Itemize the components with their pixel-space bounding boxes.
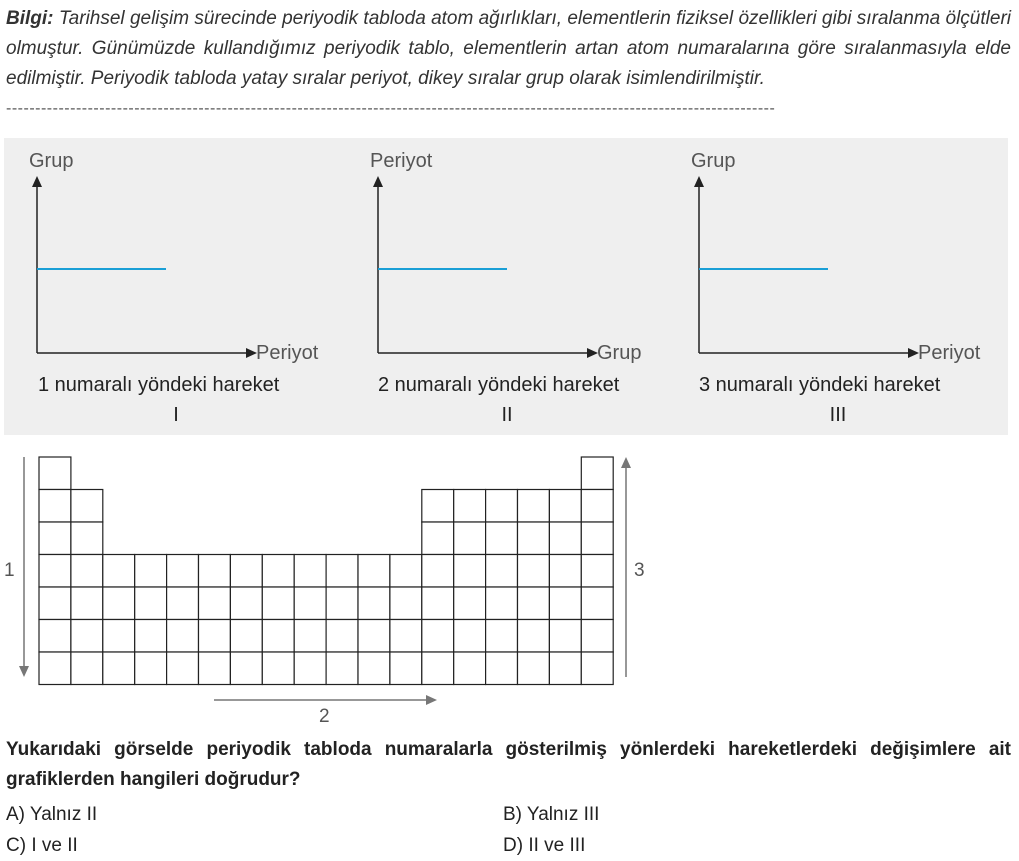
table-cell [294,555,326,588]
table-cell [486,620,518,653]
table-cell [581,587,613,620]
table-cell [454,490,486,523]
info-label: Bilgi: [6,8,54,29]
table-cell [422,652,454,685]
table-cell [167,620,199,653]
table-cell [390,652,422,685]
option-a[interactable]: A) Yalnız II [6,804,98,825]
arrow-2-label: 2 [319,706,330,727]
separator-line: ------------------------------------------------------------------------------------------------------------------------------------ [6,100,776,117]
table-cell [581,457,613,490]
graph-1-y-arrow [32,176,42,187]
option-b[interactable]: B) Yalnız III [503,804,600,825]
graph-2-caption: 2 numaralı yöndeki hareket [378,374,620,396]
table-cell [39,652,71,685]
table-cell [199,587,231,620]
graph-1 [4,138,324,435]
graph-2-x-label: Grup [597,342,642,364]
table-cell [199,620,231,653]
graph-1-x-label: Periyot [256,342,319,364]
table-cell [262,652,294,685]
table-cell [390,587,422,620]
arrow-3-label: 3 [634,560,645,581]
table-cell [326,587,358,620]
table-cell [549,587,581,620]
table-cell [518,652,550,685]
table-cell [230,620,262,653]
table-cell [103,587,135,620]
table-cell [549,555,581,588]
table-cell [71,620,103,653]
table-cell [549,522,581,555]
table-cell [581,652,613,685]
table-cell [230,652,262,685]
table-cell [71,490,103,523]
table-cell [581,620,613,653]
arrow-1-head [19,666,29,677]
table-cell [199,555,231,588]
table-cell [39,522,71,555]
table-cell [486,555,518,588]
graph-1-y-label: Grup [29,150,74,172]
graph-3-y-arrow [694,176,704,187]
table-cell [39,490,71,523]
graphs-panel [4,138,1008,435]
table-cell [199,652,231,685]
table-cell [454,620,486,653]
table-cell [454,555,486,588]
arrow-1-label: 1 [4,560,15,581]
table-cell [135,555,167,588]
graph-3-roman: III [829,404,847,426]
table-cell [103,652,135,685]
graph-1-roman: I [173,404,179,426]
table-cell [454,652,486,685]
table-cell [71,587,103,620]
table-cell [262,620,294,653]
table-cell [581,490,613,523]
table-cell [358,652,390,685]
table-cell [230,587,262,620]
table-cell [167,652,199,685]
table-cell [486,652,518,685]
table-cell [39,457,71,490]
table-cell [422,522,454,555]
table-cell [230,555,262,588]
table-cell [326,555,358,588]
periodic-table-diagram [0,445,700,730]
arrow-3-head [621,457,631,468]
table-cell [518,555,550,588]
periodic-table-grid [39,457,613,685]
info-text: Tarihsel gelişim sürecinde periyodik tabloda atom ağırlıkları, elementlerin fiziksel özellikleri gibi sıralanma ölçütleri olmuştur. Günümüzde kullandığımız periyodik tablo, elementlerin artan atom numaralarına göre sıralanmasıyla elde edilmiştir. Periyodik tabloda yatay sıralar periyot, dikey sıralar grup olarak isimlendirilmiştir. [6,8,1011,89]
table-cell [71,522,103,555]
graph-1-caption: 1 numaralı yöndeki hareket [38,374,280,396]
table-cell [581,555,613,588]
graph-3-caption: 3 numaralı yöndeki hareket [699,374,941,396]
table-cell [294,652,326,685]
table-cell [39,620,71,653]
question-text: Yukarıdaki görselde periyodik tabloda numaralarla gösterilmiş yönlerdeki hareketlerdeki değişimlere ait grafiklerden hangileri doğrudur? [6,739,1011,790]
table-cell [581,522,613,555]
table-cell [549,490,581,523]
table-cell [422,620,454,653]
table-cell [486,587,518,620]
table-cell [454,587,486,620]
option-d[interactable]: D) II ve III [503,835,586,856]
table-cell [135,652,167,685]
table-cell [422,490,454,523]
table-cell [262,555,294,588]
table-cell [549,652,581,685]
graph-2 [345,138,665,435]
table-cell [486,490,518,523]
table-cell [518,490,550,523]
graph-3-x-label: Periyot [918,342,981,364]
graph-2-roman: II [501,404,513,426]
table-cell [486,522,518,555]
table-cell [422,587,454,620]
table-cell [103,620,135,653]
option-c[interactable]: C) I ve II [6,835,78,856]
table-cell [71,652,103,685]
graph-2-y-label: Periyot [370,150,433,172]
arrow-2-head [426,695,437,705]
table-cell [262,587,294,620]
table-cell [39,587,71,620]
table-cell [518,522,550,555]
table-cell [135,620,167,653]
graph-3 [666,138,986,435]
table-cell [326,620,358,653]
table-cell [358,555,390,588]
table-cell [390,620,422,653]
table-cell [358,620,390,653]
graph-2-y-arrow [373,176,383,187]
info-paragraph [6,4,1011,94]
graph-3-y-label: Grup [691,150,736,172]
table-cell [39,555,71,588]
table-cell [294,620,326,653]
table-cell [167,555,199,588]
table-cell [422,555,454,588]
table-cell [294,587,326,620]
table-cell [549,620,581,653]
table-cell [326,652,358,685]
table-cell [135,587,167,620]
table-cell [103,555,135,588]
table-cell [167,587,199,620]
table-cell [518,587,550,620]
table-cell [454,522,486,555]
table-cell [358,587,390,620]
table-cell [390,555,422,588]
table-cell [518,620,550,653]
table-cell [71,555,103,588]
